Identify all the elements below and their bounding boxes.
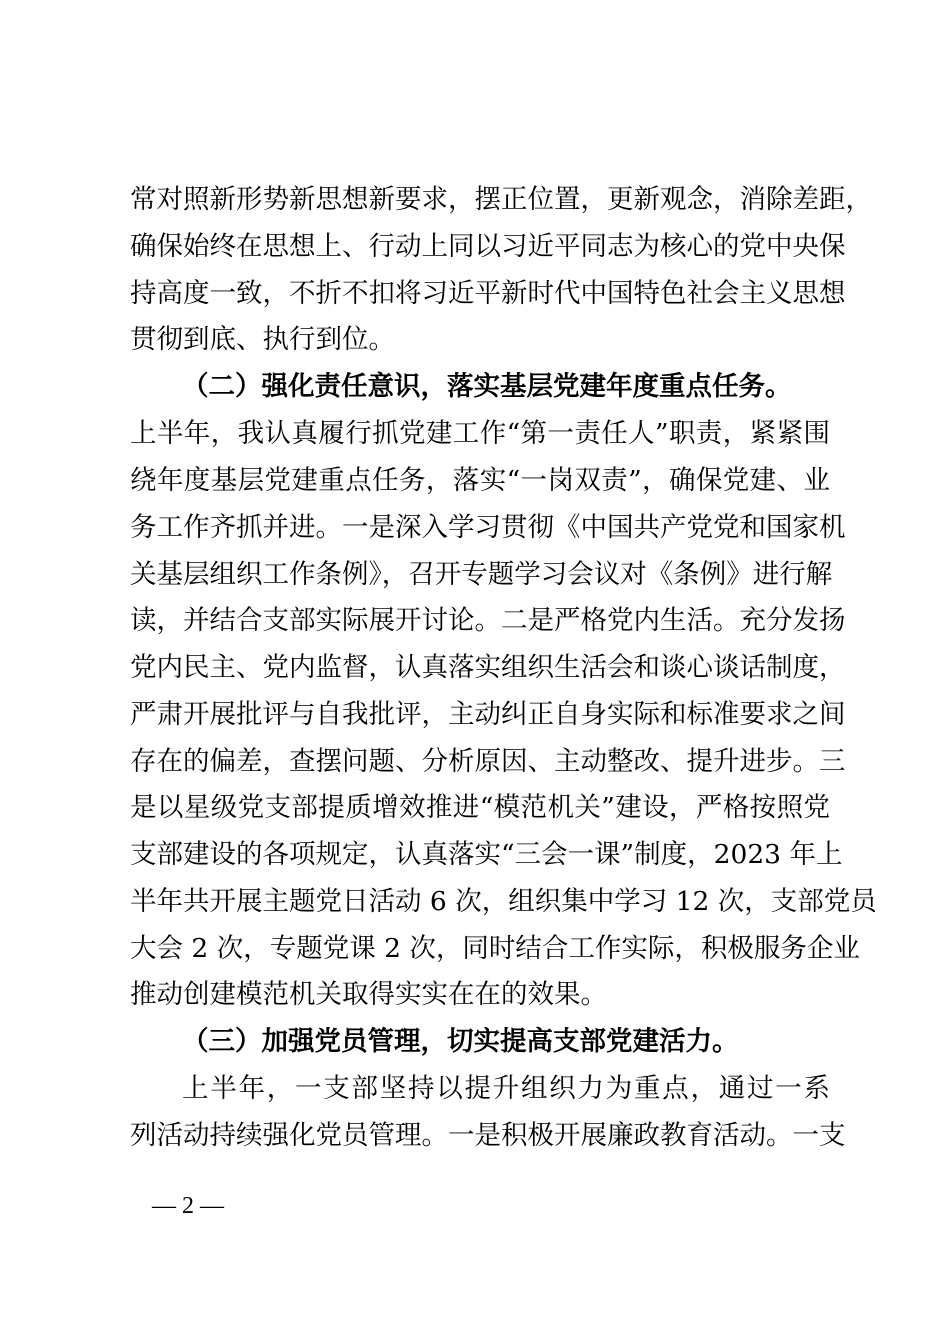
- body-text-line: 绕年度基层党建重点任务，落实“一岗双责”，确保党建、业: [130, 465, 830, 496]
- section-heading-3: （三）加强党员管理，切实提高支部党建活力。: [182, 1026, 739, 1057]
- body-text-line: 读，并结合支部实际展开讨论。二是严格党内生活。充分发扬: [130, 605, 846, 636]
- body-text-line: 推动创建模范机关取得实实在在的效果。: [130, 979, 607, 1010]
- body-text-line: 关基层组织工作条例》，召开专题学习会议对《条例》进行解: [130, 559, 833, 590]
- body-text-line: 确保始终在思想上、行动上同以习近平同志为核心的党中央保: [130, 231, 846, 262]
- body-text-line: 务工作齐抓并进。一是深入学习贯彻《中国共产党党和国家机: [130, 512, 846, 543]
- page-number: — 2 —: [152, 1193, 224, 1219]
- body-text-line: 大会 2 次，专题党课 2 次，同时结合工作实际，积极服务企业: [130, 933, 860, 964]
- body-text-line: 是以星级党支部提质增效推进“模范机关”建设，严格按照党: [130, 792, 830, 823]
- body-text-line: 严肃开展批评与自我批评，主动纠正自身实际和标准要求之间: [130, 699, 846, 730]
- body-text-line: 常对照新形势新思想新要求，摆正位置，更新观念，消除差距，: [130, 184, 872, 215]
- body-text-line: 存在的偏差，查摆问题、分析原因、主动整改、提升进步。三: [130, 746, 846, 777]
- body-text-line: 贯彻到底、执行到位。: [130, 324, 395, 355]
- body-text-line: 半年共开展主题党日活动 6 次，组织集中学习 12 次，支部党员: [130, 886, 877, 917]
- body-text-line: 上半年，一支部坚持以提升组织力为重点，通过一系: [182, 1073, 830, 1104]
- section-heading-2: （二）强化责任意识，落实基层党建年度重点任务。: [182, 371, 792, 402]
- body-text-line: 持高度一致，不折不扣将习近平新时代中国特色社会主义思想: [130, 278, 846, 309]
- body-text-line: 上半年，我认真履行抓党建工作“第一责任人”职责，紧紧围: [130, 418, 830, 449]
- body-text-line: 党内民主、党内监督，认真落实组织生活会和谈心谈话制度，: [130, 652, 846, 683]
- body-text-line: 列活动持续强化党员管理。一是积极开展廉政教育活动。一支: [130, 1120, 846, 1151]
- body-text-line: 支部建设的各项规定，认真落实“三会一课”制度，2023 年上: [130, 839, 843, 870]
